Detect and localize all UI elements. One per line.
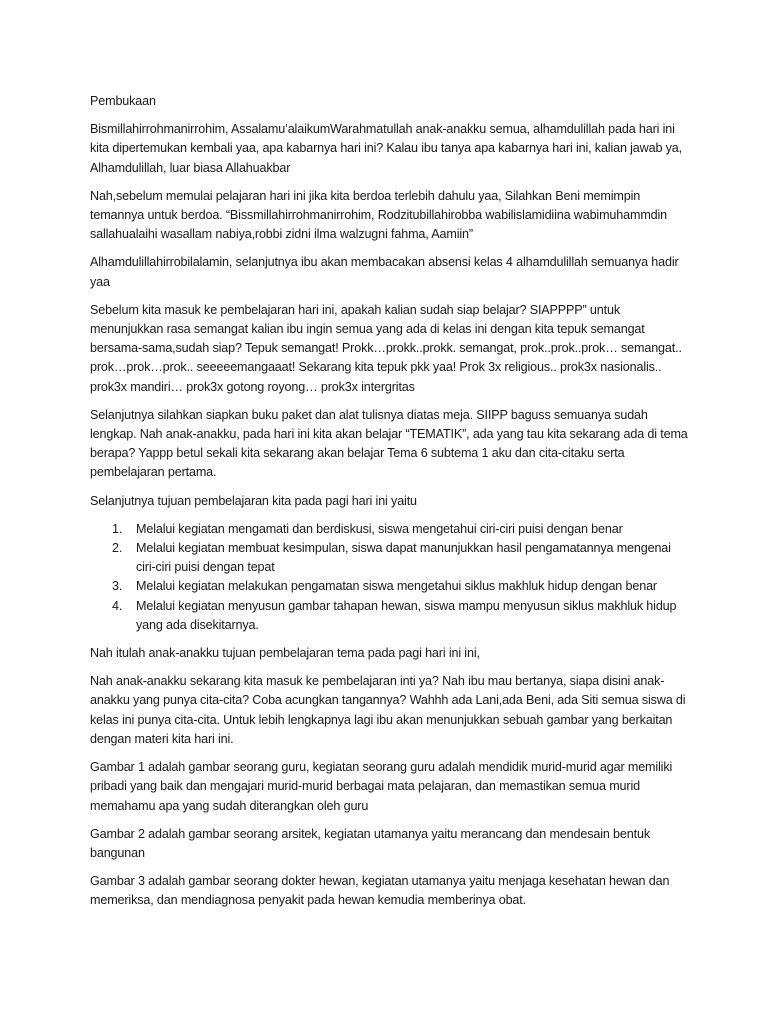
paragraph-theme-intro: Selanjutnya silahkan siapkan buku paket dan alat tulisnya diatas meja. SIIPP baguss semuanya sudah lengkap. Nah anak-anakku, pada hari ini kita akan belajar “TEMATIK”, ada yang tau kita sekarang ada di tema berapa? Yappp betul sekali kita sekarang akan belajar Tema 6 subtema 1 aku dan cita-citaku serta pembelajaran pertama. [90, 407, 688, 480]
list-item [90, 539, 688, 577]
paragraph-prayer: Nah,sebelum memulai pelajaran hari ini jika kita berdoa terlebih dahulu yaa, Silahkan Beni memimpin temannya untuk berdoa. “Bissmillahirrohmanirrohim, Rodzitubillahirobba wabilislamidiina wabimuhammdin sallahualaihi wasallam nabiya,robbi zidni ilma walzugni fahma, Aamiin” [90, 188, 668, 242]
list-item-number: 3. [112, 579, 123, 594]
paragraph-picture-3: Gambar 3 adalah gambar seorang dokter hewan, kegiatan utamanya yaitu menjaga kesehatan hewan dan memeriksa, dan mendiagnosa penyakit pada hewan kemudia memberinya obat. [90, 874, 670, 908]
list-item-number: 1. [112, 521, 123, 536]
list-item-text: Melalui kegiatan membuat kesimpulan, siswa dapat manunjukkan hasil pengamatannya mengenai ciri-ciri puisi dengan tepat [136, 541, 671, 575]
paragraph-core-learning: Nah anak-anakku sekarang kita masuk ke pembelajaran inti ya? Nah ibu mau bertanya, siapa disini anak-anakku yang punya cita-cita? Coba acungkan tangannya? Wahhh ada Lani,ada Beni, ada Siti semua siswa di kelas ini punya cita-cita. Untuk lebih lengkapnya lagi ibu akan menunjukkan sebuah gambar yang berkaitan dengan materi kita hari ini. [90, 674, 686, 746]
paragraph-attendance: Alhamdulillahirrobilalamin, selanjutnya ibu akan membacakan absensi kelas 4 alhamdulillah semuanya hadir yaa [90, 255, 679, 289]
list-item [90, 577, 688, 596]
paragraph-objectives-intro: Selanjutnya tujuan pembelajaran kita pada pagi hari ini yaitu [90, 493, 417, 508]
list-item-text: Melalui kegiatan mengamati dan berdiskusi, siswa mengetahui ciri-ciri puisi dengan benar [136, 521, 623, 536]
list-item-text: Melalui kegiatan melakukan pengamatan siswa mengetahui siklus makhluk hidup dengan benar [136, 579, 657, 594]
list-item-text: Melalui kegiatan menyusun gambar tahapan hewan, siswa mampu menyusun siklus makhluk hidup yang ada disekitarnya. [136, 598, 677, 632]
paragraph-greeting: Bismillahirrohmanirrohim, Assalamu’alaikumWarahmatullah anak-anakku semua, alhamdulillah pada hari ini kita dipertemukan kembali yaa, apa kabarnya hari ini? Kalau ibu tanya apa kabarnya hari ini, kalian jawab ya, Alhamdulillah, luar biasa Allahuakbar [90, 122, 683, 175]
paragraph-objectives-close: Nah itulah anak-anakku tujuan pembelajaran tema pada pagi hari ini ini, [90, 646, 480, 661]
paragraph-picture-2: Gambar 2 adalah gambar seorang arsitek, kegiatan utamanya yaitu merancang dan mendesain bentuk bangunan [90, 826, 650, 860]
paragraph-picture-1: Gambar 1 adalah gambar seorang guru, kegiatan seorang guru adalah mendidik murid-murid agar memiliki pribadi yang baik dan mengajari murid-murid berbagai mata pelajaran, dan memastikan semua murid memahamu apa yang sudah diterangkan oleh guru [90, 760, 673, 813]
list-item-number: 4. [112, 598, 123, 613]
list-item [90, 520, 688, 539]
list-item-number: 2. [112, 541, 123, 556]
learning-objectives-list [90, 520, 688, 635]
section-heading: Pembukaan [90, 94, 156, 108]
paragraph-spirit-clap: Sebelum kita masuk ke pembelajaran hari ini, apakah kalian sudah siap belajar? SIAPPPP” untuk menunjukkan rasa semangat kalian ibu ingin semua yang ada di kelas ini dengan kita tepuk semangat bersama-sama,sudah siap? Tepuk semangat! Prokk…prokk..prokk. semangat, prok..prok..prok… semangat.. prok…prok…prok.. seeeeemangaaat! Sekarang kita tepuk pkk yaa! Prok 3x religious.. prok3x nasionalis.. prok3x mandiri… prok3x gotong royong… prok3x intergritas [90, 302, 682, 394]
list-item [90, 597, 688, 635]
